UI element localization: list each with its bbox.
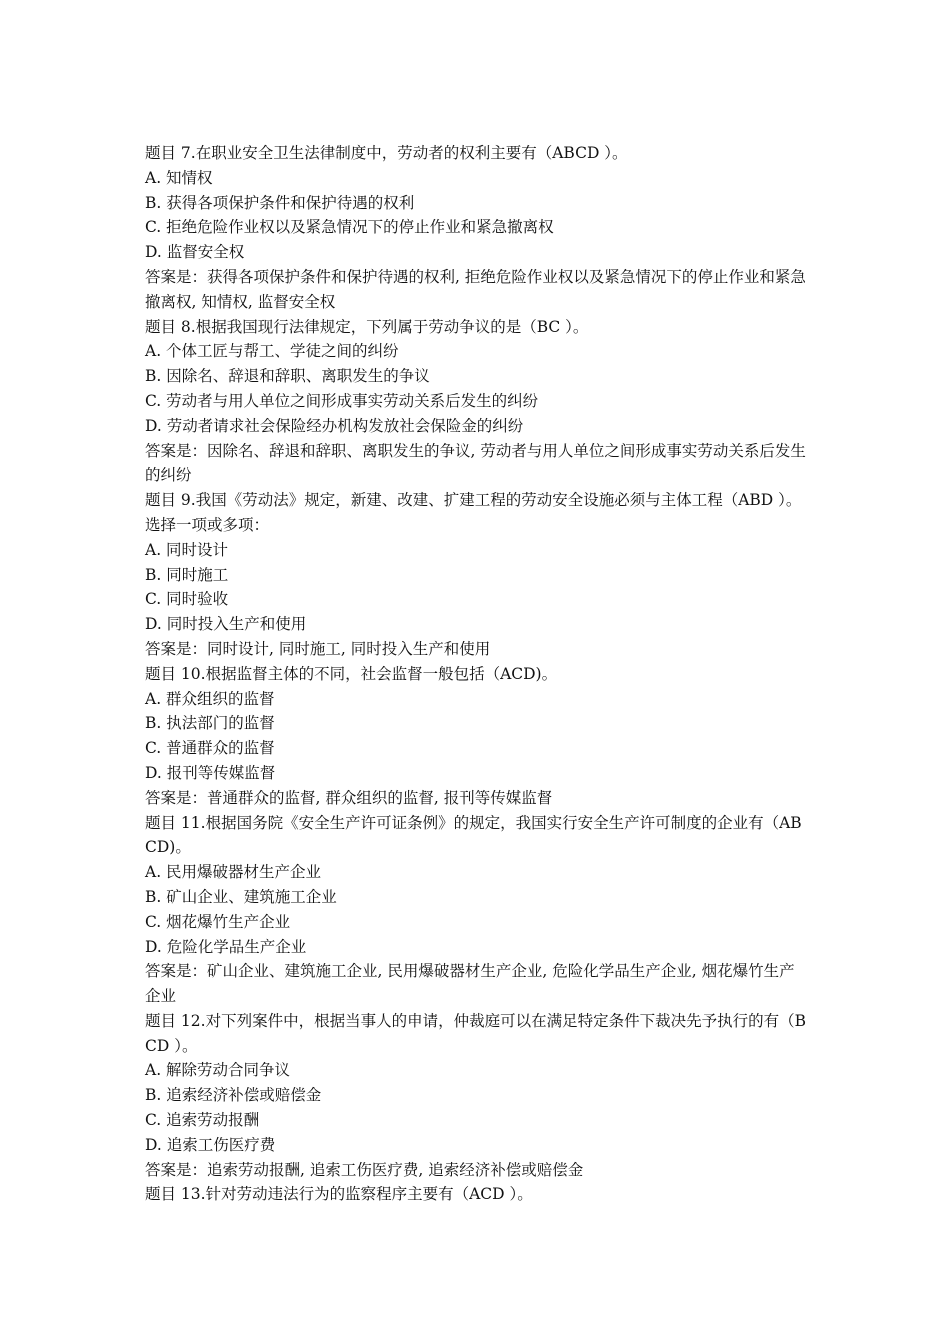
answer-text: 答案是：矿山企业、建筑施工企业, 民用爆破器材生产企业, 危险化学品生产企业, 烟花爆竹生产企业 bbox=[145, 962, 795, 1006]
option-c: C. 劳动者与用人单位之间形成事实劳动关系后发生的纠纷 bbox=[145, 391, 539, 410]
option-d: D. 劳动者请求社会保险经办机构发放社会保险金的纠纷 bbox=[145, 416, 524, 435]
option-b: B. 因除名、辞退和辞职、离职发生的争议 bbox=[145, 367, 430, 386]
option-a: A. 群众组织的监督 bbox=[145, 689, 275, 708]
option-d: D. 追索工伤医疗费 bbox=[145, 1135, 276, 1154]
option-c: C. 同时验收 bbox=[145, 590, 229, 609]
question-title: 题目 11.根据国务院《安全生产许可证条例》的规定，我国实行安全生产许可制度的企业有（ABCD)。 bbox=[145, 813, 802, 857]
option-d: D. 同时投入生产和使用 bbox=[145, 615, 307, 634]
option-d: D. 监督安全权 bbox=[145, 243, 245, 262]
option-b: B. 追索经济补偿或赔偿金 bbox=[145, 1086, 322, 1105]
option-b: B. 获得各项保护条件和保护待遇的权利 bbox=[145, 193, 415, 212]
question-block bbox=[145, 1009, 810, 1183]
answer-text: 答案是：普通群众的监督, 群众组织的监督, 报刊等传媒监督 bbox=[145, 788, 553, 807]
question-block bbox=[145, 141, 810, 315]
question-block bbox=[145, 315, 810, 489]
option-a: A. 知情权 bbox=[145, 168, 213, 187]
option-c: C. 拒绝危险作业权以及紧急情况下的停止作业和紧急撤离权 bbox=[145, 218, 554, 237]
option-a: A. 个体工匠与帮工、学徒之间的纠纷 bbox=[145, 342, 399, 361]
option-d: D. 报刊等传媒监督 bbox=[145, 763, 276, 782]
option-c: C. 烟花爆竹生产企业 bbox=[145, 912, 291, 931]
option-b: B. 同时施工 bbox=[145, 565, 229, 584]
question-title: 题目 8.根据我国现行法律规定，下列属于劳动争议的是（BC ）。 bbox=[145, 317, 589, 336]
answer-text: 答案是：因除名、辞退和辞职、离职发生的争议, 劳动者与用人单位之间形成事实劳动关系后发生的纠纷 bbox=[145, 441, 806, 485]
option-d: D. 危险化学品生产企业 bbox=[145, 937, 307, 956]
question-instruction: 选择一项或多项： bbox=[145, 515, 270, 534]
question-title: 题目 10.根据监督主体的不同，社会监督一般包括（ACD)。 bbox=[145, 664, 558, 683]
option-a: A. 民用爆破器材生产企业 bbox=[145, 863, 322, 882]
option-b: B. 矿山企业、建筑施工企业 bbox=[145, 887, 337, 906]
question-title: 题目 12.对下列案件中，根据当事人的申请，仲裁庭可以在满足特定条件下裁决先予执行的有（BCD ）。 bbox=[145, 1011, 806, 1055]
question-title: 题目 9.我国《劳动法》规定，新建、改建、扩建工程的劳动安全设施必须与主体工程（ABD ）。 bbox=[145, 491, 802, 510]
option-a: A. 解除劳动合同争议 bbox=[145, 1061, 291, 1080]
option-c: C. 追索劳动报酬 bbox=[145, 1111, 260, 1130]
question-block bbox=[145, 1182, 810, 1207]
question-block bbox=[145, 488, 810, 662]
answer-text: 答案是：同时设计, 同时施工, 同时投入生产和使用 bbox=[145, 639, 491, 658]
question-title: 题目 13.针对劳动违法行为的监察程序主要有（ACD ）。 bbox=[145, 1185, 533, 1204]
answer-text: 答案是：追索劳动报酬, 追索工伤医疗费, 追索经济补偿或赔偿金 bbox=[145, 1160, 584, 1179]
option-b: B. 执法部门的监督 bbox=[145, 714, 275, 733]
question-block bbox=[145, 811, 810, 1009]
option-a: A. 同时设计 bbox=[145, 540, 229, 559]
question-block bbox=[145, 662, 810, 811]
answer-text: 答案是：获得各项保护条件和保护待遇的权利, 拒绝危险作业权以及紧急情况下的停止作业和紧急撤离权, 知情权, 监督安全权 bbox=[145, 267, 806, 311]
option-c: C. 普通群众的监督 bbox=[145, 739, 275, 758]
document-body bbox=[145, 141, 810, 1207]
question-title: 题目 7.在职业安全卫生法律制度中，劳动者的权利主要有（ABCD ）。 bbox=[145, 144, 628, 162]
